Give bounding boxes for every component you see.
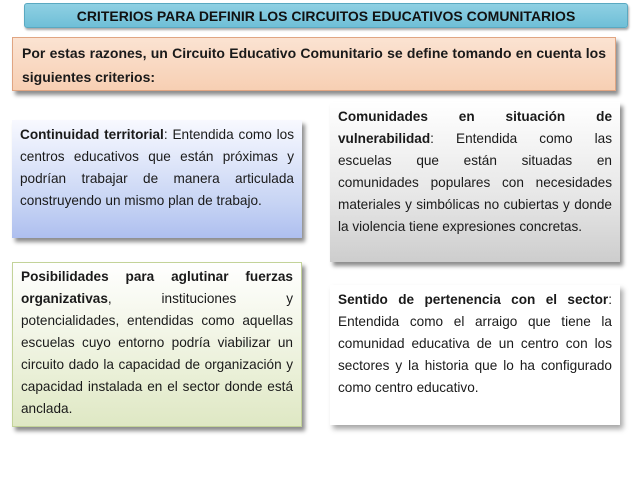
criterion-description: : Entendida como el arraigo que tiene la comunidad educativa de un centro con los sectores y la historia que lo ha configurado como centro educativo. [338,292,612,395]
criterion-term: Comunidades en situación de vulnerabilidad [338,109,612,146]
criterion-description: , instituciones y potencialidades, entendidas como aquellas escuelas cuyo entorno podría viabilizar un circuito dado la capacidad de organización y capacidad instalada en el sector donde está anclada. [21,291,293,416]
criterion-description: : Entendida como los centros educativos que están próximas y podrían trabajar de manera articulada construyendo un mismo plan de trabajo. [20,127,294,208]
slide-title: CRITERIOS PARA DEFINIR LOS CIRCUITOS EDUCATIVOS COMUNITARIOS [24,3,628,28]
intro-box [12,37,616,91]
criterion-comunidades-vulnerabilidad [330,102,620,262]
criterion-sentido-pertenencia [330,285,620,425]
criterion-term: Continuidad territorial [20,127,164,142]
criterion-fuerzas-organizativas [12,262,302,427]
criterion-term: Posibilidades para aglutinar fuerzas organizativas [21,269,293,306]
intro-text: Por estas razones, un Circuito Educativo Comunitario se define tomando en cuenta los siguientes criterios: [22,45,606,85]
criterion-continuidad-territorial [12,120,302,238]
criterion-term: Sentido de pertenencia con el sector [338,292,609,307]
criterion-description: : Entendida como las escuelas que están situadas en comunidades populares con necesidades materiales y simbólicas no cubiertas y donde la violencia tiene expresiones concretas. [338,131,612,234]
